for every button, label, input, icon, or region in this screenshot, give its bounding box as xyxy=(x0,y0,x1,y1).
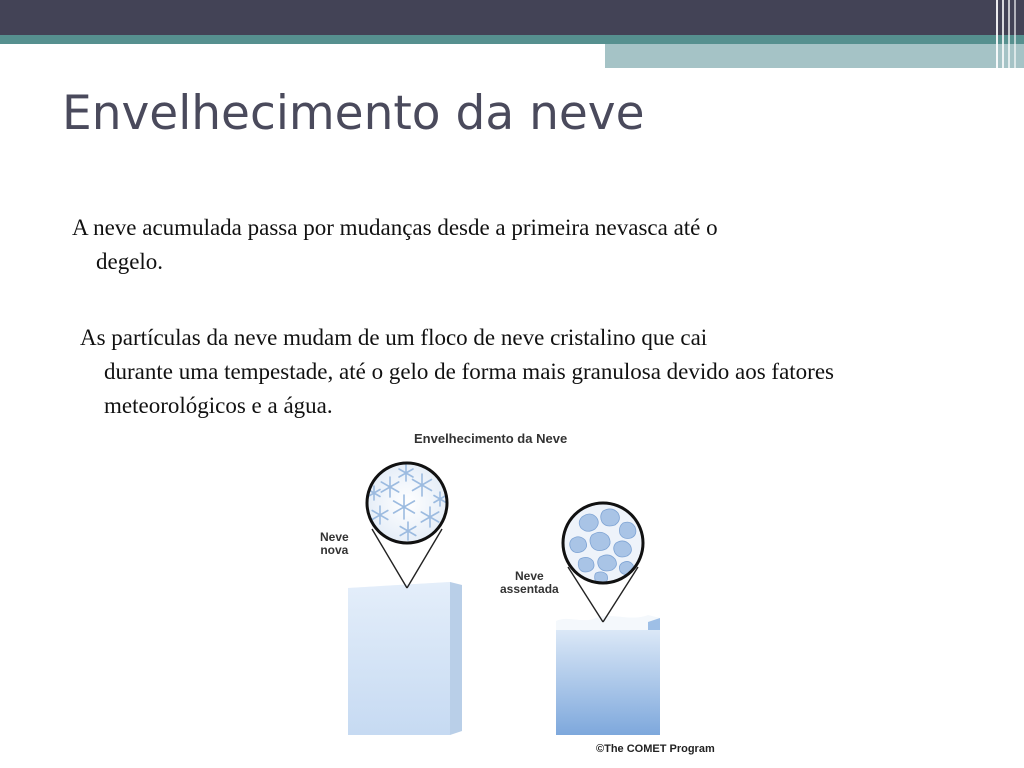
header-bar-gap xyxy=(0,44,605,49)
paragraph-2-continuation: durante uma tempestade, até o gelo de forma mais granulosa devido aos fatores meteorológicos e a água. xyxy=(104,359,834,418)
granular-snow-icon xyxy=(563,503,643,584)
paragraph-1-continuation: degelo. xyxy=(96,249,164,274)
new-snow-block xyxy=(348,582,462,735)
header-bar-teal xyxy=(0,35,1024,44)
header-stripe xyxy=(1002,0,1004,68)
figure-title: Envelhecimento da Neve xyxy=(414,431,568,446)
paragraph-2 xyxy=(80,321,980,423)
settled-snow-block xyxy=(556,615,660,735)
header-stripe xyxy=(1014,0,1016,68)
paragraph-1 xyxy=(72,211,972,279)
figure-credit: ©The COMET Program xyxy=(596,743,715,755)
header-bar-dark xyxy=(0,0,1024,35)
snow-aging-figure xyxy=(300,425,730,765)
slide-title: Envelhecimento da neve xyxy=(62,86,645,141)
paragraph-1-first-line: A neve acumulada passa por mudanças desde a primeira nevasca até o xyxy=(72,215,718,240)
paragraph-2-first-line: As partículas da neve mudam de um floco de neve cristalino que cai xyxy=(80,325,708,350)
header-stripe xyxy=(996,0,998,68)
crystal-snowflake-icon xyxy=(367,463,447,543)
header-bar-light xyxy=(605,44,1024,68)
header-stripe xyxy=(1008,0,1010,68)
settled-snow-label: Neve assentada xyxy=(500,569,559,596)
new-snow-label: Neve nova xyxy=(320,530,349,557)
